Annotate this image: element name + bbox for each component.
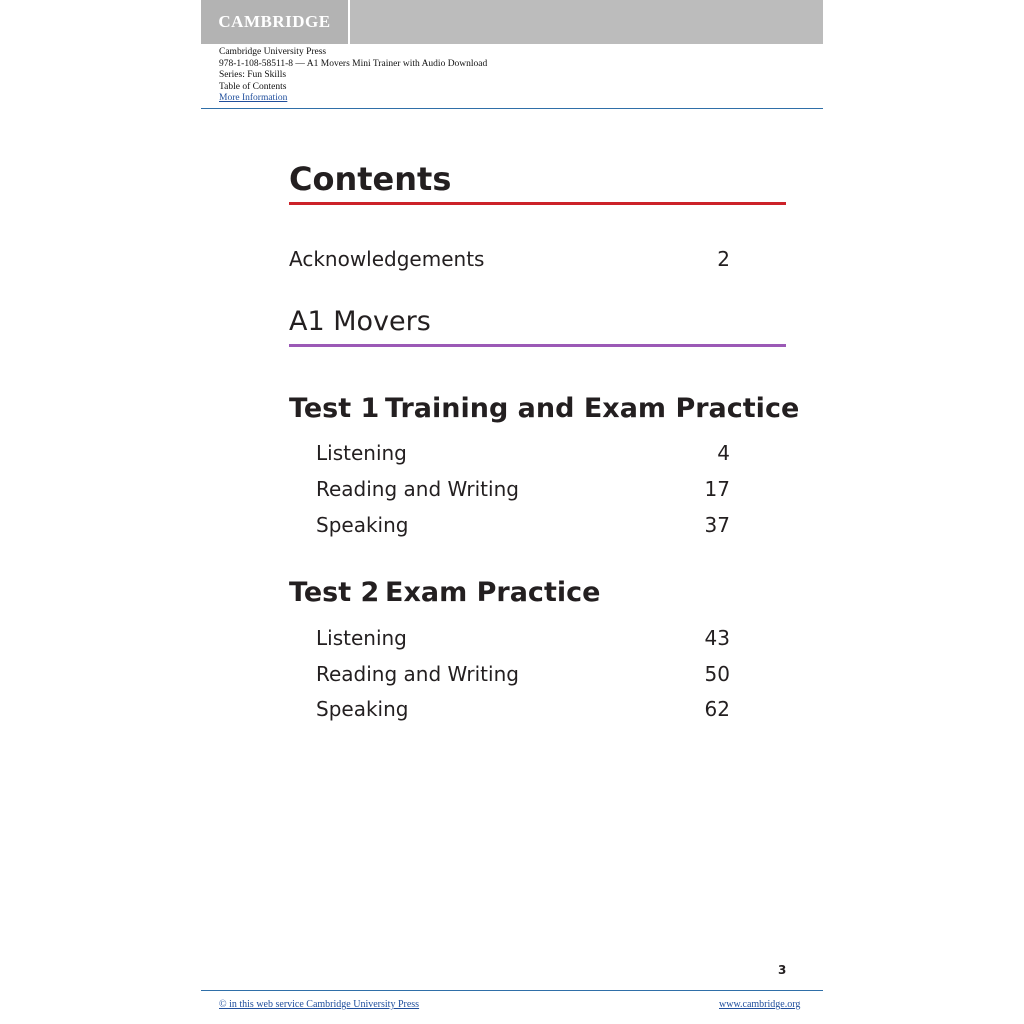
page-title: Contents bbox=[289, 160, 452, 198]
toc-entry bbox=[316, 662, 730, 686]
toc-entry-page: 4 bbox=[717, 441, 730, 465]
toc-entry-page: 37 bbox=[704, 513, 730, 537]
website-link[interactable]: www.cambridge.org bbox=[719, 999, 801, 1010]
level-rule bbox=[289, 344, 786, 347]
isbn-title-text: 978-1-108-58511-8 — A1 Movers Mini Trainer with Audio Download bbox=[219, 58, 488, 69]
series-text: Series: Fun Skills bbox=[219, 70, 287, 80]
test-name: Training and Exam Practice bbox=[385, 393, 800, 424]
toc-entry-acknowledgements bbox=[289, 247, 730, 271]
copyright-link[interactable]: © in this web service Cambridge University Press bbox=[219, 999, 420, 1010]
toc-entry-label: Speaking bbox=[316, 697, 409, 721]
book-metadata bbox=[219, 47, 487, 105]
title-rule bbox=[289, 202, 786, 205]
toc-entry-label: Listening bbox=[316, 626, 407, 650]
footer-divider bbox=[201, 990, 823, 991]
publisher-text: Cambridge University Press bbox=[219, 47, 327, 57]
header-divider bbox=[201, 108, 823, 109]
toc-entry bbox=[316, 441, 730, 465]
toc-entry-label: Reading and Writing bbox=[316, 477, 519, 501]
test-number: Test 2 bbox=[289, 577, 380, 608]
toc-entry-label: Reading and Writing bbox=[316, 662, 519, 686]
toc-entry-label: Speaking bbox=[316, 513, 409, 537]
toc-entry-page: 62 bbox=[704, 697, 730, 721]
toc-entry bbox=[316, 513, 730, 537]
test-number: Test 1 bbox=[289, 393, 380, 424]
toc-entry-page: 17 bbox=[704, 477, 730, 501]
toc-entry-page: 2 bbox=[717, 247, 730, 271]
toc-entry bbox=[316, 477, 730, 501]
toc-entry-page: 50 bbox=[704, 662, 730, 686]
toc-entry-page: 43 bbox=[704, 626, 730, 650]
test-heading-2 bbox=[289, 577, 600, 608]
toc-entry-label: Listening bbox=[316, 441, 407, 465]
toc-entry bbox=[316, 626, 730, 650]
test-heading-1 bbox=[289, 393, 799, 424]
test-name: Exam Practice bbox=[385, 577, 601, 608]
section-text: Table of Contents bbox=[219, 81, 287, 92]
cambridge-logo bbox=[201, 0, 350, 44]
logo-text: CAMBRIDGE bbox=[218, 12, 331, 31]
toc-entry bbox=[316, 697, 730, 721]
toc-entry-label: Acknowledgements bbox=[289, 247, 485, 271]
more-information-link[interactable]: More Information bbox=[219, 93, 288, 103]
level-title: A1 Movers bbox=[289, 306, 431, 337]
page-number: 3 bbox=[778, 963, 787, 977]
